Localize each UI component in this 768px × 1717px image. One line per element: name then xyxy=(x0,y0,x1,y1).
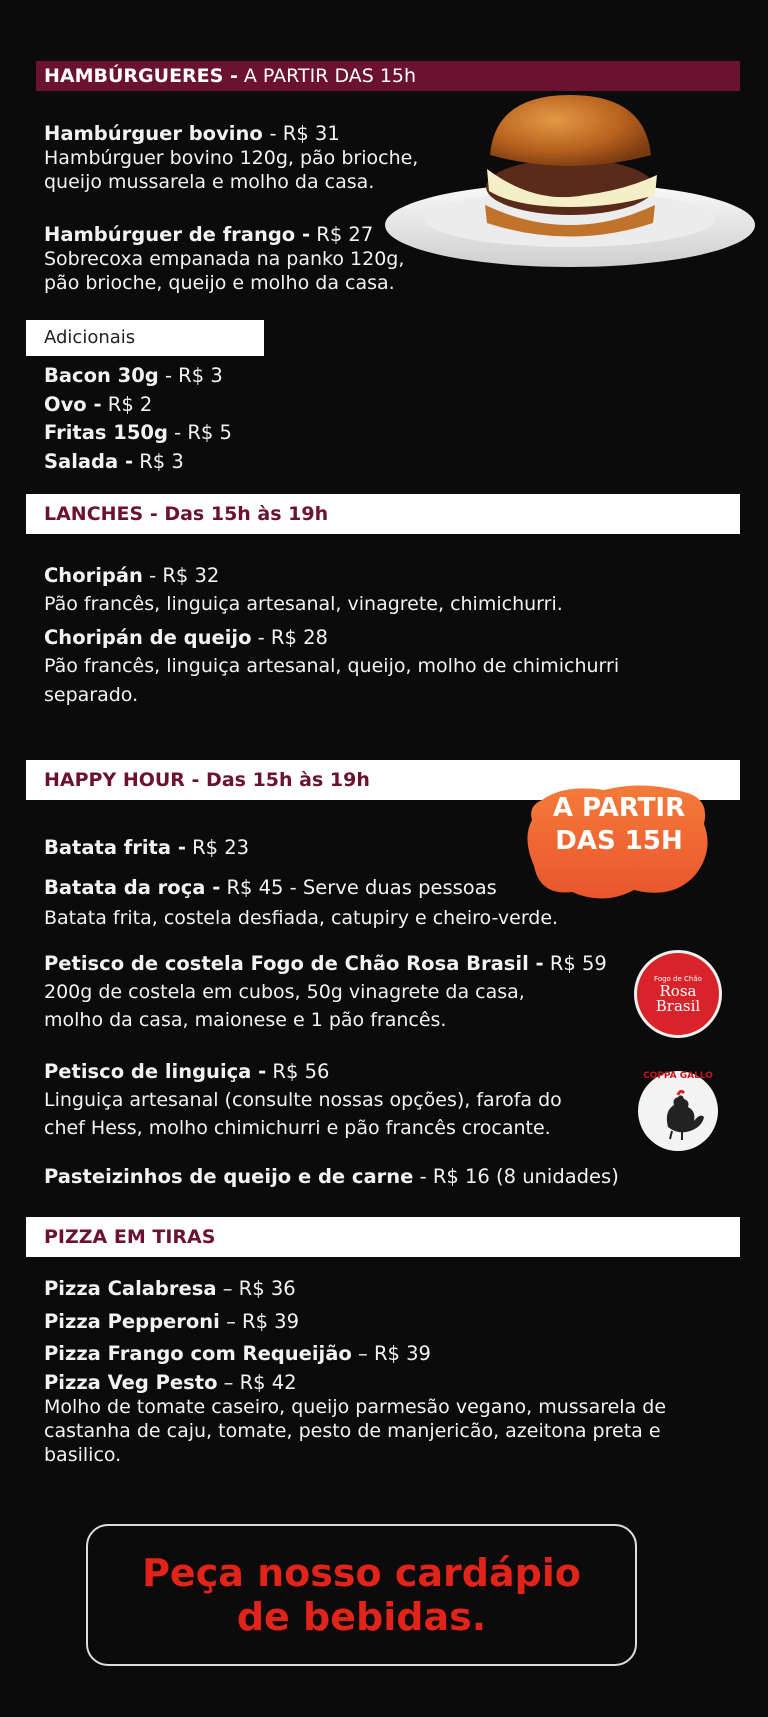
item-price: – R$ 39 xyxy=(219,1309,299,1333)
list-item xyxy=(44,391,232,420)
list-item xyxy=(44,362,232,391)
item-name: Ovo - xyxy=(44,392,102,416)
rooster-icon xyxy=(638,1071,718,1151)
rosa-brasil-logo xyxy=(634,950,722,1038)
item-name: Choripán xyxy=(44,564,143,587)
item-price: R$ 45 - Serve duas pessoas xyxy=(220,876,497,899)
menu-item-choripan xyxy=(44,561,563,619)
item-desc-line1: Sobrecoxa empanada na panko 120g, xyxy=(44,248,405,270)
menu-item-choripan-queijo xyxy=(44,623,619,710)
happy-hour-badge xyxy=(524,792,714,858)
item-price: R$ 27 xyxy=(310,223,374,246)
burger-image xyxy=(385,95,760,275)
item-name: Choripán de queijo xyxy=(44,626,252,649)
list-item xyxy=(44,419,232,448)
badge-line1: A PARTIR xyxy=(552,793,686,823)
section-title-rest: A PARTIR DAS 15h xyxy=(237,65,417,87)
item-price: - R$ 5 xyxy=(167,421,232,444)
item-desc-line2: separado. xyxy=(44,684,139,706)
item-desc-line1: Hambúrguer bovino 120g, pão brioche, xyxy=(44,147,419,169)
item-price: – R$ 36 xyxy=(216,1277,296,1300)
coppa-gallo-text: COPPA GALLO xyxy=(643,1071,713,1081)
item-name: Pizza Pepperoni xyxy=(44,1309,220,1333)
item-desc-line1: 200g de costela em cubos, 50g vinagrete da casa, xyxy=(44,981,525,1003)
list-item xyxy=(44,448,232,477)
list-item xyxy=(44,1273,431,1306)
item-desc-line2: castanha de caju, tomate, pesto de manjericão, azeitona preta e xyxy=(44,1420,661,1442)
item-desc-line3: basilico. xyxy=(44,1444,122,1466)
menu-item-pasteizinhos xyxy=(44,1164,619,1189)
logo-main-2: Brasil xyxy=(655,996,701,1015)
item-desc-line2: molho da casa, maionese e 1 pão francês. xyxy=(44,1009,447,1031)
item-price: R$ 59 xyxy=(543,952,607,975)
item-name: Fritas 150g xyxy=(44,421,168,444)
item-name: Batata frita - xyxy=(44,836,186,859)
item-price: R$ 2 xyxy=(101,392,153,416)
item-price: – R$ 39 xyxy=(351,1342,431,1365)
item-price: - R$ 3 xyxy=(158,364,223,387)
section-header-hamburgueres xyxy=(36,61,740,91)
item-price: – R$ 42 xyxy=(217,1371,297,1394)
menu-item-hamburguer-frango xyxy=(44,222,404,295)
item-desc-line2: queijo mussarela e molho da casa. xyxy=(44,171,375,193)
item-name: Petisco de linguiça - xyxy=(44,1060,267,1083)
item-name: Pizza Frango com Requeijão xyxy=(44,1342,352,1365)
item-desc-line2: pão brioche, queijo e molho da casa. xyxy=(44,272,395,294)
menu-item-batata-frita xyxy=(44,835,249,860)
item-desc-line1: Pão francês, linguiça artesanal, queijo, molho de chimichurri xyxy=(44,655,620,677)
logo-top-text: Fogo de Chão xyxy=(654,974,702,983)
item-desc-line1: Batata frita, costela desfiada, catupiry e cheiro-verde. xyxy=(44,907,559,929)
pizza-list xyxy=(44,1273,431,1371)
logo-main-1: Rosa xyxy=(659,981,697,1000)
menu-item-batata-roca xyxy=(44,873,558,933)
list-item xyxy=(44,1338,431,1371)
adicionais-label: Adicionais xyxy=(26,320,264,356)
cta-line2: de bebidas. xyxy=(236,1595,487,1639)
item-price: R$ 23 xyxy=(185,836,250,859)
menu-item-petisco-costela xyxy=(44,950,607,1034)
item-name: Hambúrguer bovino xyxy=(44,122,270,145)
item-price: - R$ 31 xyxy=(269,122,340,145)
item-price: R$ 56 xyxy=(266,1060,330,1083)
item-desc-line1: Pão francês, linguiça artesanal, vinagrete, chimichurri. xyxy=(44,593,563,615)
section-header-happy-hour: HAPPY HOUR - Das 15h às 19h xyxy=(26,760,740,800)
item-name: Batata da roça - xyxy=(44,876,221,899)
item-name: Pizza Calabresa xyxy=(44,1277,217,1300)
menu-item-pizza-veg-pesto xyxy=(44,1370,666,1467)
section-title-bold: HAMBÚRGUERES - xyxy=(44,65,238,87)
list-item xyxy=(44,1306,431,1339)
item-desc-line1: Linguiça artesanal (consulte nossas opções), farofa do xyxy=(44,1089,562,1111)
item-name: Petisco de costela Fogo de Chão Rosa Brasil - xyxy=(44,952,544,975)
adicionais-list xyxy=(44,362,232,476)
badge-line2: DAS 15H xyxy=(555,826,683,856)
cta-line1: Peça nosso cardápio xyxy=(142,1551,581,1595)
item-desc-line1: Molho de tomate caseiro, queijo parmesão vegano, mussarela de xyxy=(44,1396,667,1418)
section-header-lanches: LANCHES - Das 15h às 19h xyxy=(26,494,740,534)
item-name: Salada - xyxy=(44,449,134,473)
item-price: R$ 3 xyxy=(133,449,184,473)
item-price: - R$ 32 xyxy=(142,564,220,587)
item-name: Pasteizinhos de queijo e de carne xyxy=(44,1165,414,1188)
menu-item-hamburguer-bovino xyxy=(44,121,418,194)
item-name: Bacon 30g xyxy=(44,364,159,387)
section-header-pizza: PIZZA EM TIRAS xyxy=(26,1217,740,1257)
menu-item-petisco-linguica xyxy=(44,1058,562,1142)
item-price: - R$ 16 (8 unidades) xyxy=(413,1165,619,1188)
item-name: Hambúrguer de frango - xyxy=(44,223,311,246)
item-price: - R$ 28 xyxy=(251,626,328,649)
item-desc-line2: chef Hess, molho chimichurri e pão francês crocante. xyxy=(44,1117,551,1139)
coppa-gallo-logo xyxy=(638,1071,718,1151)
item-name: Pizza Veg Pesto xyxy=(44,1371,218,1394)
drinks-menu-callout xyxy=(86,1524,637,1666)
